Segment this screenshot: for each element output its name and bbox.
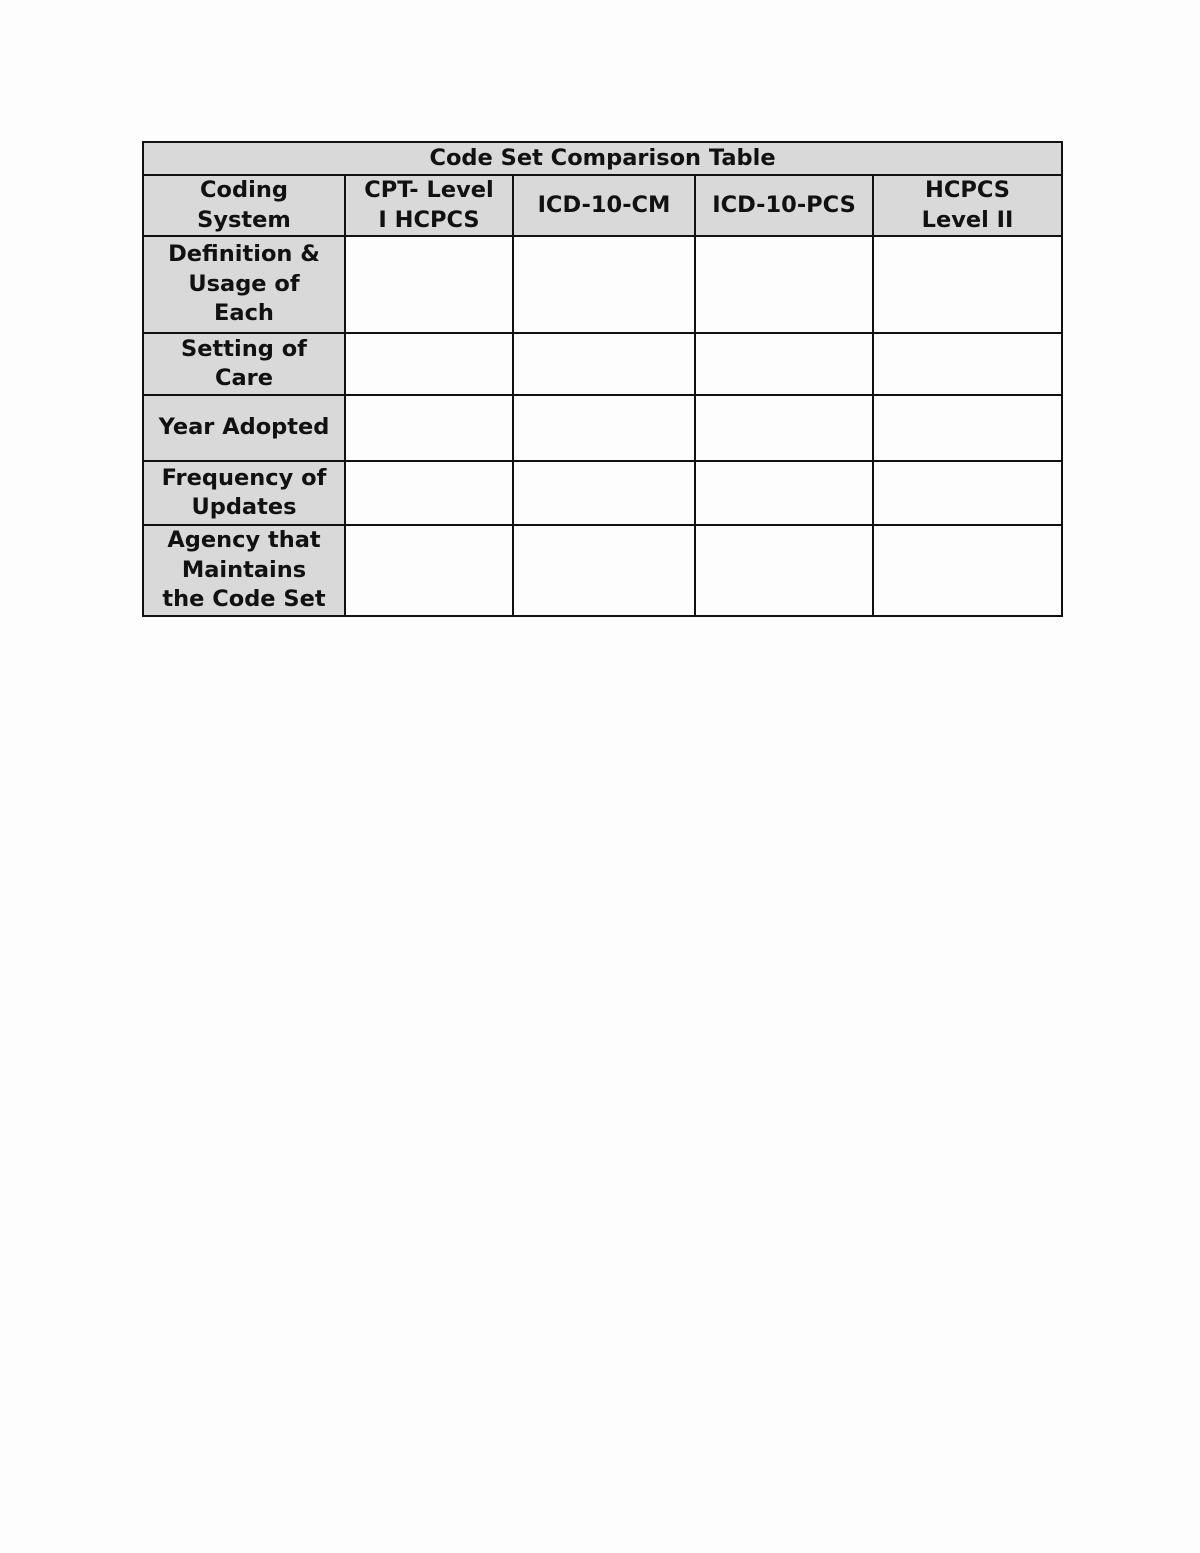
table-row	[143, 333, 1062, 395]
column-header-hcpcs: HCPCS Level II	[873, 175, 1062, 236]
column-header-cpt: CPT- Level I HCPCS	[345, 175, 513, 236]
table-cell[interactable]	[345, 525, 513, 616]
table-cell[interactable]	[345, 461, 513, 525]
row-label-year-adopted: Year Adopted	[143, 395, 345, 461]
column-header-icd10pcs: ICD-10-PCS	[695, 175, 873, 236]
table-cell[interactable]	[345, 395, 513, 461]
table-cell[interactable]	[695, 525, 873, 616]
table-cell[interactable]	[695, 333, 873, 395]
table-row	[143, 525, 1062, 616]
table-cell[interactable]	[513, 525, 695, 616]
table-cell[interactable]	[513, 395, 695, 461]
table-cell[interactable]	[873, 236, 1062, 333]
corner-header: Coding System	[143, 175, 345, 236]
column-header-icd10cm: ICD-10-CM	[513, 175, 695, 236]
table-cell[interactable]	[345, 333, 513, 395]
table-cell[interactable]	[695, 395, 873, 461]
row-label-agency: Agency that Maintains the Code Set	[143, 525, 345, 616]
table-row	[143, 395, 1062, 461]
table-header-row	[143, 175, 1062, 236]
table-cell[interactable]	[513, 461, 695, 525]
table-cell[interactable]	[873, 525, 1062, 616]
table-cell[interactable]	[695, 236, 873, 333]
row-label-setting: Setting of Care	[143, 333, 345, 395]
table-cell[interactable]	[695, 461, 873, 525]
row-label-frequency: Frequency of Updates	[143, 461, 345, 525]
table-cell[interactable]	[513, 333, 695, 395]
table-title: Code Set Comparison Table	[143, 142, 1062, 175]
table-cell[interactable]	[345, 236, 513, 333]
table-cell[interactable]	[513, 236, 695, 333]
table-row	[143, 461, 1062, 525]
code-set-comparison-table	[142, 141, 1063, 617]
row-label-definition: Definition & Usage of Each	[143, 236, 345, 333]
table-row	[143, 236, 1062, 333]
table-cell[interactable]	[873, 333, 1062, 395]
table-cell[interactable]	[873, 461, 1062, 525]
table-title-row	[143, 142, 1062, 175]
table-cell[interactable]	[873, 395, 1062, 461]
